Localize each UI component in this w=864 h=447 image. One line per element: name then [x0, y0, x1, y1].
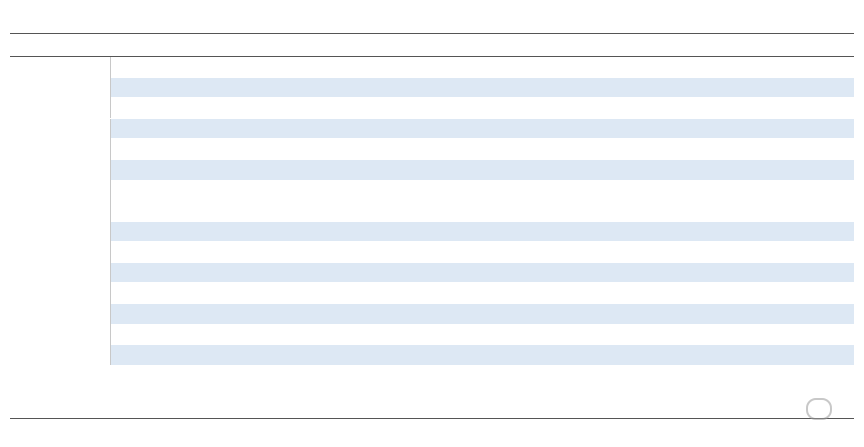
meeting-topic	[242, 118, 854, 139]
meeting-number	[162, 98, 242, 119]
topics-table	[10, 36, 854, 366]
meeting-date	[110, 77, 162, 98]
meeting-number	[162, 180, 242, 221]
table-row	[10, 98, 854, 119]
meeting-topic	[242, 98, 854, 119]
meeting-topic	[242, 242, 854, 263]
meeting-date	[110, 221, 162, 242]
meeting-topic	[242, 345, 854, 366]
meeting-number	[162, 159, 242, 180]
meeting-date	[110, 57, 162, 78]
table-row	[10, 345, 854, 366]
meeting-topic	[242, 262, 854, 283]
table-row	[10, 324, 854, 345]
table-row	[10, 242, 854, 263]
meeting-number	[162, 303, 242, 324]
table-row	[10, 77, 854, 98]
header-topic	[242, 36, 854, 57]
meeting-topic	[242, 180, 854, 221]
meeting-date	[110, 180, 162, 221]
table-row	[10, 139, 854, 160]
header-row	[10, 36, 854, 57]
top-rule	[10, 33, 854, 34]
meeting-number	[162, 283, 242, 304]
meeting-topic	[242, 159, 854, 180]
meeting-number	[162, 221, 242, 242]
table-row	[10, 57, 854, 78]
bottom-rule	[10, 418, 854, 419]
watermark	[806, 398, 836, 422]
meeting-date	[110, 139, 162, 160]
meeting-topic	[242, 283, 854, 304]
table-row	[10, 221, 854, 242]
meeting-date	[110, 242, 162, 263]
meeting-number	[162, 242, 242, 263]
meeting-number	[162, 57, 242, 78]
table-row	[10, 283, 854, 304]
meeting-number	[162, 77, 242, 98]
meeting-number	[162, 118, 242, 139]
committee-group-label	[10, 57, 110, 119]
meeting-topic	[242, 57, 854, 78]
header-time	[10, 36, 162, 57]
table-row	[10, 180, 854, 221]
meeting-date	[110, 324, 162, 345]
table-row	[10, 303, 854, 324]
meeting-date	[110, 345, 162, 366]
meeting-number	[162, 324, 242, 345]
meeting-topic	[242, 139, 854, 160]
table-row	[10, 262, 854, 283]
meeting-number	[162, 139, 242, 160]
meeting-number	[162, 262, 242, 283]
table-row	[10, 118, 854, 139]
meeting-date	[110, 303, 162, 324]
meeting-topic	[242, 77, 854, 98]
meeting-date	[110, 98, 162, 119]
committee-group-label	[10, 118, 110, 365]
meeting-topic	[242, 303, 854, 324]
meeting-number	[162, 345, 242, 366]
meeting-date	[110, 283, 162, 304]
header-meeting	[162, 36, 242, 57]
meeting-topic	[242, 221, 854, 242]
meeting-topic	[242, 324, 854, 345]
table-title	[0, 0, 864, 30]
meeting-date	[110, 262, 162, 283]
meeting-date	[110, 118, 162, 139]
meeting-date	[110, 159, 162, 180]
table-row	[10, 159, 854, 180]
wechat-icon	[806, 398, 832, 420]
